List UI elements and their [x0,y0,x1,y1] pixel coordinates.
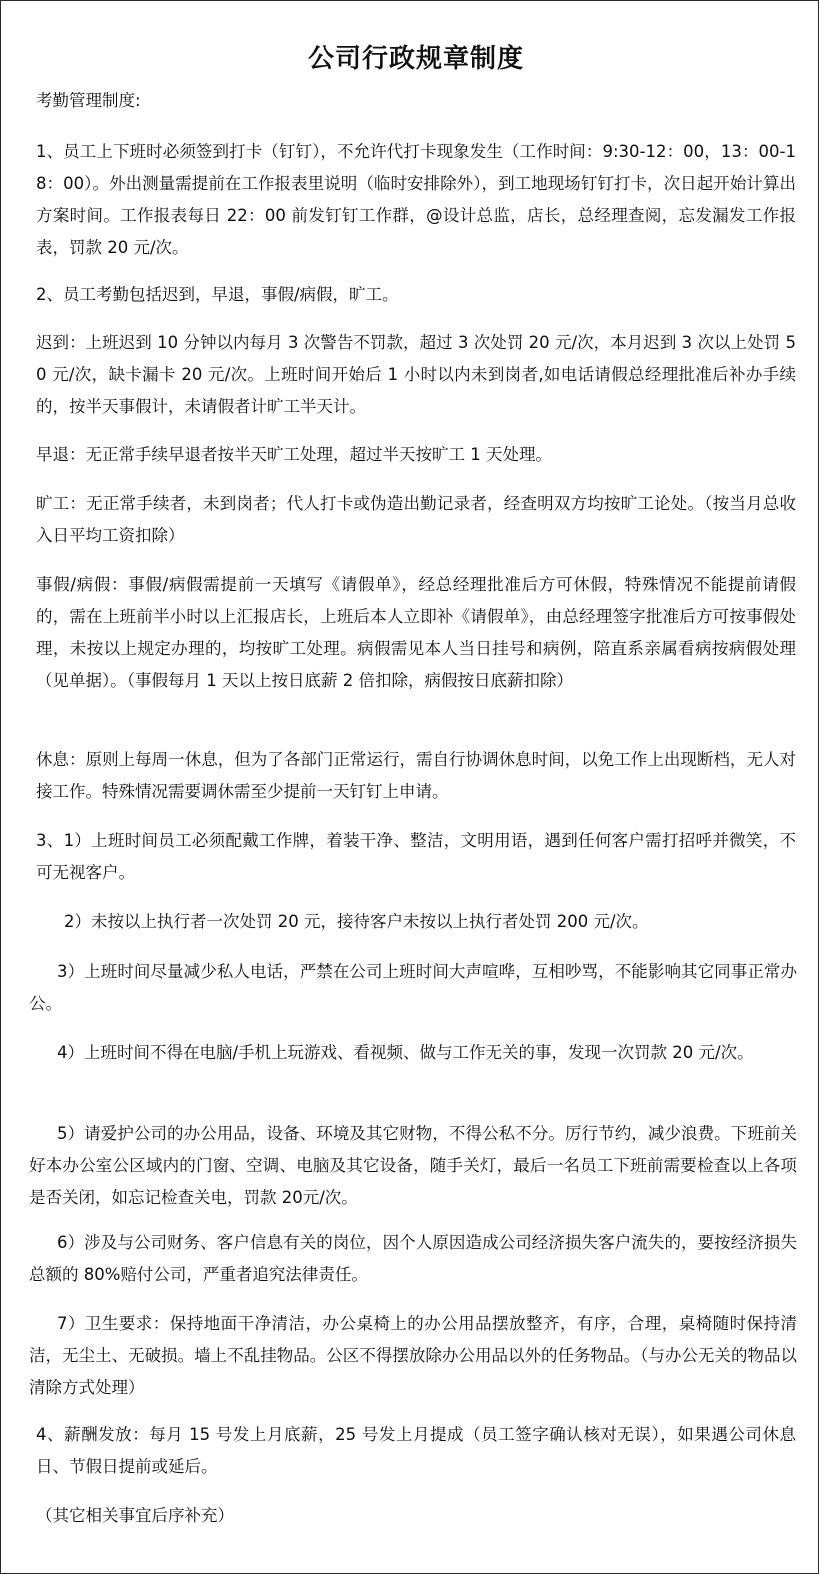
paragraph-rest-days: 休息：原则上每周一休息，但为了各部门正常运行，需自行协调休息时间，以免工作上出现断档，无人对接工作。特殊情况需要调休需至少提前一天钉钉上申请。 [36,750,796,801]
document-title: 公司行政规章制度 [307,44,524,74]
paragraph-rule-3-5: 5）请爱护公司的办公用品，设备、环境及其它财物，不得公私不分。厉行节约，减少浪费。下班前关好本办公室公区域内的门窗、空调、电脑及其它设备，随手关灯，最后一名员工下班前需要检查以上各项是否关闭，如忘记检查关电，罚款 20元/次。 [29,1124,797,1207]
paragraph-early-leave: 早退：无正常手续早退者按半天旷工处理，超过半天按旷工 1 天处理。 [36,445,552,464]
paragraph-absenteeism: 旷工：无正常手续者，未到岗者；代人打卡或伪造出勤记录者，经查明双方均按旷工论处。（按当月总收入日平均工资扣除） [36,494,796,545]
paragraph-rule-3-1: 3、1）上班时间员工必须配戴工作牌，着装干净、整洁，文明用语，遇到任何客户需打招呼并微笑，不可无视客户。 [36,831,796,882]
paragraph-late-arrival: 迟到：上班迟到 10 分钟以内每月 3 次警告不罚款，超过 3 次处罚 20 元/次，本月迟到 3 次以上处罚 50 元/次，缺卡漏卡 20 元/次。上班时间开始后 1 小时以内未到岗者,如电话请假总经理批准后补办手续的，按半天事假计，未请假者计旷工半天计。 [36,333,796,416]
paragraph-rule-3-2: 2）未按以上执行者一次处罚 20 元，接待客户未按以上执行者处罚 200 元/次。 [64,912,649,931]
section-heading-attendance: 考勤管理制度: [36,91,141,110]
paragraph-rule-3-6: 6）涉及与公司财务、客户信息有关的岗位，因个人原因造成公司经济损失客户流失的，要按经济损失总额的 80%赔付公司，严重者追究法律责任。 [29,1233,797,1284]
paragraph-clock-in-rules: 1、员工上下班时必须签到打卡（钉钉），不允许代打卡现象发生（工作时间：9:30-12：00，13：00-18：00）。外出测量需提前在工作报表里说明（临时安排除外），到工地现场钉钉打卡，次日起开始计算出方案时间。工作报表每日 22：00 前发钉钉工作群，@设计总监，店长，总经理查阅，忘发漏发工作报表，罚款 20 元/次。 [36,142,796,257]
paragraph-supplement-note: （其它相关事宜后序补充） [36,1506,234,1525]
paragraph-attendance-scope: 2、员工考勤包括迟到，早退，事假/病假，旷工。 [36,285,399,304]
paragraph-rule-3-3: 3）上班时间尽量减少私人电话，严禁在公司上班时间大声喧哗，互相吵骂，不能影响其它同事正常办公。 [29,962,797,1013]
paragraph-personal-sick-leave: 事假/病假：事假/病假需提前一天填写《请假单》，经总经理批准后方可休假，特殊情况不能提前请假的，需在上班前半小时以上汇报店长，上班后本人立即补《请假单》，由总经理签字批准后方可按事假处理，未按以上规定办理的，均按旷工处理。病假需见本人当日挂号和病例，陪直系亲属看病按病假处理（见单据）。（事假每月 1 天以上按日底薪 2 倍扣除，病假按日底薪扣除） [36,575,796,690]
paragraph-rule-3-7: 7）卫生要求：保持地面干净清洁，办公桌椅上的办公用品摆放整齐，有序，合理，桌椅随时保持清洁，无尘土、无破损。墙上不乱挂物品。公区不得摆放除办公用品以外的任务物品。（与办公无关的物品以清除方式处理） [29,1314,797,1397]
paragraph-salary-payment: 4、薪酬发放：每月 15 号发上月底薪，25 号发上月提成（员工签字确认核对无误），如果遇公司休息日、节假日提前或延后。 [36,1425,796,1476]
paragraph-rule-3-4: 4）上班时间不得在电脑/手机上玩游戏、看视频、做与工作无关的事，发现一次罚款 20 元/次。 [57,1043,754,1062]
